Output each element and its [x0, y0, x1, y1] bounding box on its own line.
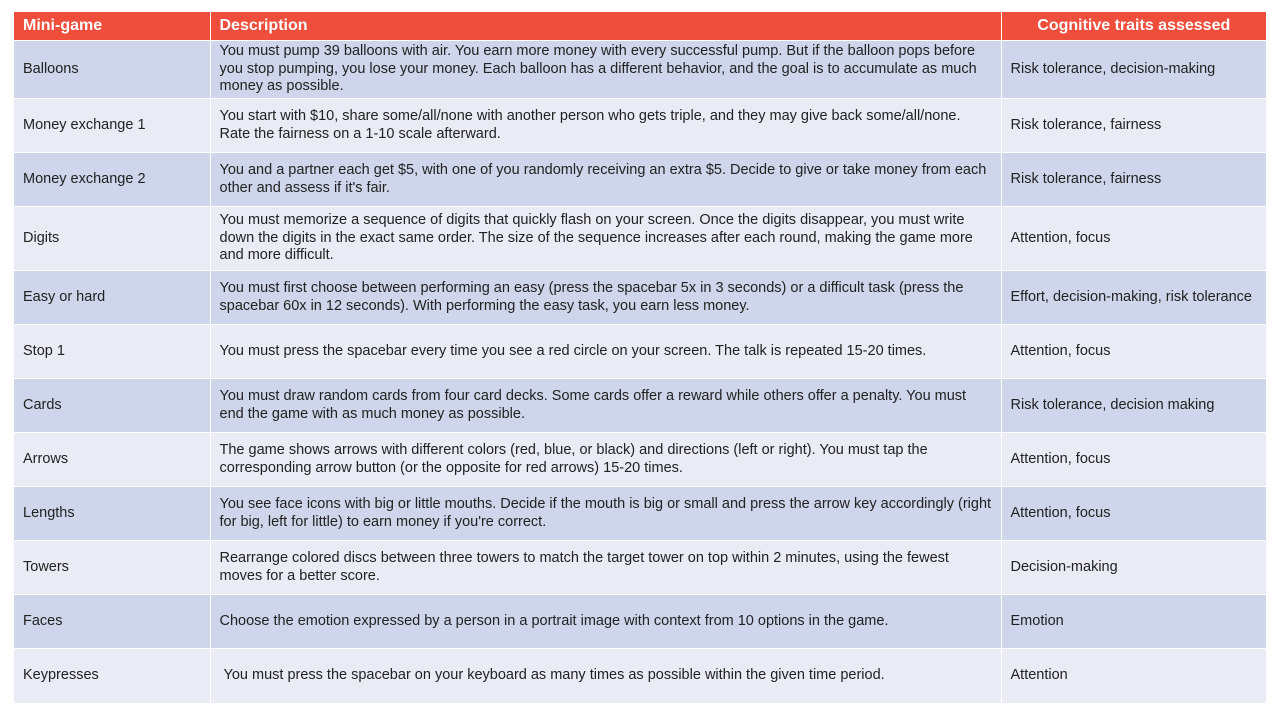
game-traits: Risk tolerance, decision-making — [1001, 41, 1266, 99]
game-name: Balloons — [14, 41, 210, 99]
game-description: You must press the spacebar every time you see a red circle on your screen. The talk is repeated 15-20 times. — [210, 325, 1001, 379]
table-row — [14, 649, 1266, 703]
game-description: Choose the emotion expressed by a person in a portrait image with context from 10 options in the game. — [210, 595, 1001, 649]
game-name: Money exchange 2 — [14, 153, 210, 207]
game-traits: Risk tolerance, fairness — [1001, 99, 1266, 153]
game-description: You must first choose between performing an easy (press the spacebar 5x in 3 seconds) or a difficult task (press the spacebar 60x in 12 seconds). With performing the easy task, you earn less money. — [210, 271, 1001, 325]
table-row — [14, 271, 1266, 325]
game-traits: Attention, focus — [1001, 207, 1266, 271]
header-cognitive-traits: Cognitive traits assessed — [1001, 12, 1266, 41]
table-row — [14, 153, 1266, 207]
game-traits: Attention, focus — [1001, 487, 1266, 541]
game-description: Rearrange colored discs between three towers to match the target tower on top within 2 minutes, using the fewest moves for a better score. — [210, 541, 1001, 595]
game-traits: Attention, focus — [1001, 433, 1266, 487]
game-traits: Effort, decision-making, risk tolerance — [1001, 271, 1266, 325]
game-traits: Risk tolerance, fairness — [1001, 153, 1266, 207]
game-traits: Attention, focus — [1001, 325, 1266, 379]
game-description: You see face icons with big or little mouths. Decide if the mouth is big or small and press the arrow key accordingly (right for big, left for little) to earn money if you're correct. — [210, 487, 1001, 541]
game-description: You start with $10, share some/all/none with another person who gets triple, and they may give back some/all/none. Rate the fairness on a 1-10 scale afterward. — [210, 99, 1001, 153]
game-name: Easy or hard — [14, 271, 210, 325]
game-description: The game shows arrows with different colors (red, blue, or black) and directions (left or right). You must tap the corresponding arrow button (or the opposite for red arrows) 15-20 times. — [210, 433, 1001, 487]
table-row — [14, 99, 1266, 153]
game-traits: Risk tolerance, decision making — [1001, 379, 1266, 433]
game-description: You must draw random cards from four card decks. Some cards offer a reward while others offer a penalty. You must end the game with as much money as possible. — [210, 379, 1001, 433]
game-name: Towers — [14, 541, 210, 595]
game-description: You must pump 39 balloons with air. You earn more money with every successful pump. But if the balloon pops before you stop pumping, you lose your money. Each balloon has a different behavior, and the goal is to accumulate as much money as possible. — [210, 41, 1001, 99]
table-row — [14, 325, 1266, 379]
table-row — [14, 595, 1266, 649]
game-description: You and a partner each get $5, with one of you randomly receiving an extra $5. Decide to give or take money from each other and assess if it's fair. — [210, 153, 1001, 207]
mini-games-table — [14, 12, 1266, 703]
game-name: Money exchange 1 — [14, 99, 210, 153]
table-row — [14, 41, 1266, 99]
table-row — [14, 379, 1266, 433]
game-traits: Decision-making — [1001, 541, 1266, 595]
game-name: Lengths — [14, 487, 210, 541]
game-description: You must press the spacebar on your keyboard as many times as possible within the given time period. — [210, 649, 1001, 703]
game-name: Cards — [14, 379, 210, 433]
game-description: You must memorize a sequence of digits that quickly flash on your screen. Once the digits disappear, you must write down the digits in the exact same order. The size of the sequence increases after each round, making the game more and more difficult. — [210, 207, 1001, 271]
game-traits: Attention — [1001, 649, 1266, 703]
game-name: Keypresses — [14, 649, 210, 703]
header-mini-game: Mini-game — [14, 12, 210, 41]
game-name: Faces — [14, 595, 210, 649]
game-name: Stop 1 — [14, 325, 210, 379]
header-row — [14, 12, 1266, 41]
table-row — [14, 541, 1266, 595]
game-name: Digits — [14, 207, 210, 271]
header-description: Description — [210, 12, 1001, 41]
table-row — [14, 207, 1266, 271]
table-row — [14, 433, 1266, 487]
game-traits: Emotion — [1001, 595, 1266, 649]
game-name: Arrows — [14, 433, 210, 487]
table-row — [14, 487, 1266, 541]
